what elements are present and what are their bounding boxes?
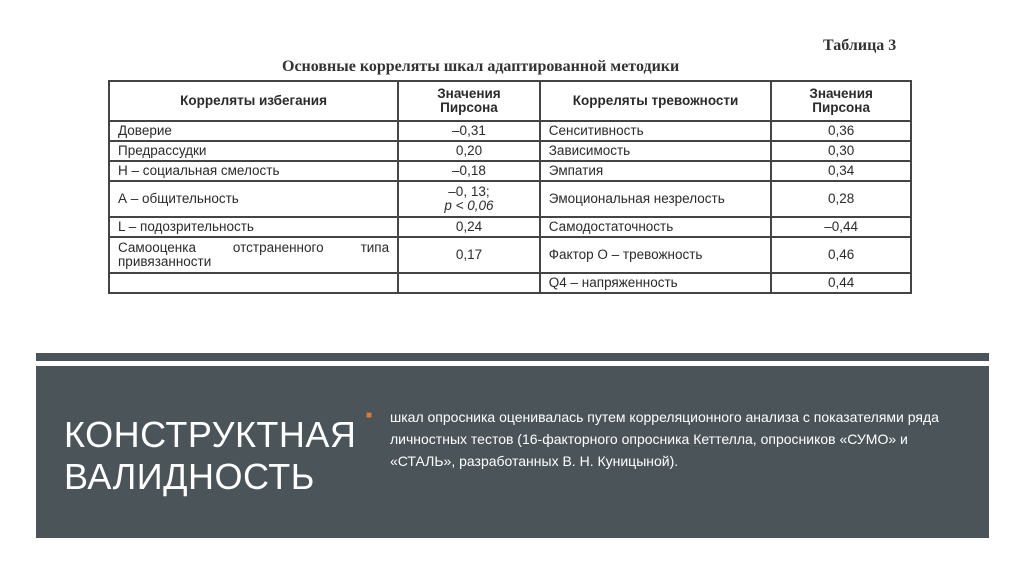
cell-anxiety: Эмоциональная незрелость	[540, 181, 772, 217]
cell-avoidance: А – общительность	[109, 181, 398, 217]
table-row	[109, 237, 911, 273]
cell-avoidance	[109, 273, 398, 293]
table-row	[109, 181, 911, 217]
cell-avoidance: Доверие	[109, 121, 398, 141]
cell-value	[398, 273, 540, 293]
cell-value	[398, 181, 540, 217]
table-row	[109, 273, 911, 293]
table-row	[109, 141, 911, 161]
header-pearson-2: Значения Пирсона	[771, 81, 911, 121]
cell-anxiety: Сенситивность	[540, 121, 772, 141]
bullet-icon: ■	[366, 410, 373, 421]
correlation-table	[108, 80, 912, 294]
cell-anxiety: Эмпатия	[540, 161, 772, 181]
table-row	[109, 121, 911, 141]
table-row	[109, 161, 911, 181]
cell-value: 0,24	[398, 217, 540, 237]
cell-value: 0,44	[771, 273, 911, 293]
header-pearson-1: Значения Пирсона	[398, 81, 540, 121]
cell-value: –0,31	[398, 121, 540, 141]
cell-anxiety: Зависимость	[540, 141, 772, 161]
cell-avoidance: L – подозрительность	[109, 217, 398, 237]
table-title: Основные корреляты шкал адаптированной методики	[282, 58, 680, 75]
table-header-row	[109, 81, 911, 121]
divider-strip	[36, 353, 989, 361]
cell-value: 0,34	[771, 161, 911, 181]
header-avoidance: Корреляты избегания	[109, 81, 398, 121]
cell-value: –0,18	[398, 161, 540, 181]
content-panel	[36, 366, 989, 538]
table-caption: Таблица 3	[823, 37, 897, 54]
cell-value: 0,20	[398, 141, 540, 161]
cell-value: 0,36	[771, 121, 911, 141]
slide-title: КОНСТРУКТНАЯ ВАЛИДНОСТЬ	[64, 414, 357, 497]
header-anxiety: Корреляты тревожности	[540, 81, 772, 121]
cell-anxiety: Q4 – напряженность	[540, 273, 772, 293]
cell-value: –0,44	[771, 217, 911, 237]
cell-anxiety: Фактор O – тревожность	[540, 237, 772, 273]
cell-value: 0,30	[771, 141, 911, 161]
cell-avoidance: H – социальная смелость	[109, 161, 398, 181]
cell-value: 0,46	[771, 237, 911, 273]
bullet-text: шкал опросника оценивалась путем корреляционного анализа с показателями ряда личностных тестов (16-факторного опросника Кеттелла, опросников «СУМО» и «СТАЛЬ», разработанных В. Н. Куницыной).	[390, 409, 939, 469]
cell-value: 0,28	[771, 181, 911, 217]
cell-value: 0,17	[398, 237, 540, 273]
cell-avoidance: Самооценка отстраненного типа привязанности	[109, 237, 398, 273]
cell-anxiety: Самодостаточность	[540, 217, 772, 237]
cell-value-line-2: p < 0,06	[444, 198, 494, 213]
table-row	[109, 217, 911, 237]
cell-avoidance: Предрассудки	[109, 141, 398, 161]
cell-value-line-1: –0, 13;	[448, 184, 490, 199]
